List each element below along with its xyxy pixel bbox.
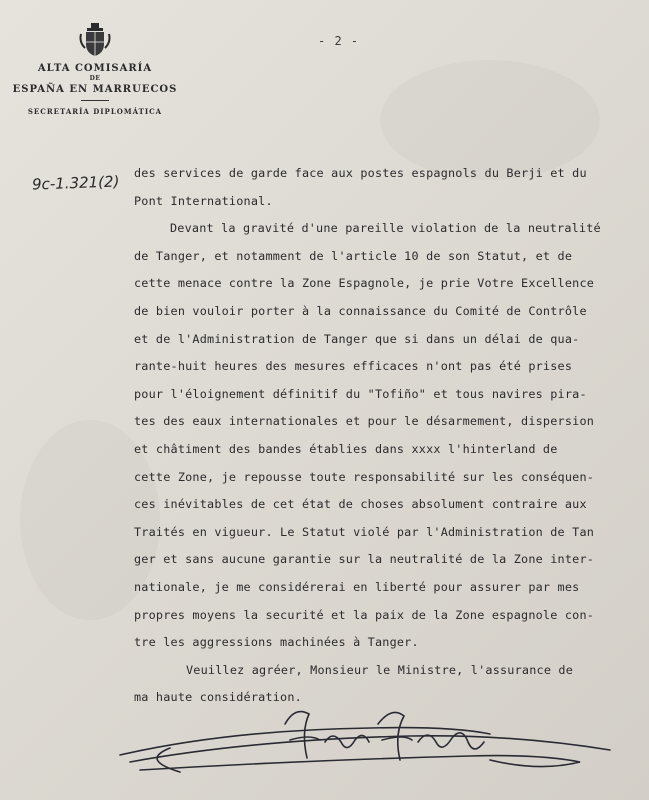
letterhead-line-1: ALTA COMISARÍA <box>37 63 153 74</box>
body-line: cette menace contre la Zone Espagnole, je prie Votre Excellence <box>134 276 595 291</box>
body-line: tre les aggressions machinées à Tanger. <box>134 635 419 650</box>
letter-body <box>134 160 644 712</box>
body-line: nationale, je me considérerai en liberté pour assurer par mes <box>134 579 580 594</box>
body-line: Veuillez agréer, Monsieur le Ministre, l'assurance de <box>186 662 574 677</box>
letterhead-line-2: DE <box>89 75 101 82</box>
body-line: tes des eaux internationales et pour le désarmement, dispersion <box>134 414 595 429</box>
handwritten-signature <box>110 700 630 790</box>
body-line: de Tanger, et notamment de l'article 10 de son Statut, et de <box>134 248 573 263</box>
body-line: rante-huit heures des mesures efficaces n'ont pas été prises <box>134 359 573 374</box>
letterhead-line-3: ESPAÑA EN MARRUECOS <box>12 84 178 95</box>
body-line: propres moyens la securité et la paix de la Zone espagnole con- <box>134 607 595 622</box>
body-line: Pont International. <box>134 193 273 208</box>
letterhead <box>0 22 190 116</box>
letterhead-divider <box>81 100 109 101</box>
body-line: ma haute considération. <box>134 690 302 705</box>
body-line: ger et sans aucune garantie sur la neutralité de la Zone inter- <box>134 552 595 567</box>
body-line: pour l'éloignement définitif du "Tofiño" et tous navires pira- <box>134 386 587 401</box>
body-line: et châtiment des bandes établies dans xxxx l'hinterland de <box>134 441 558 456</box>
body-line: Devant la gravité d'une pareille violation de la neutralité <box>170 221 601 236</box>
body-line: des services de garde face aux postes espagnols du Berji et du <box>134 166 587 180</box>
body-line: Traités en vigueur. Le Statut violé par l'Administration de Tan <box>134 524 595 539</box>
body-line: et de l'Administration de Tanger que si dans un délai de qua- <box>134 331 580 346</box>
page-number: - 2 - <box>318 34 360 48</box>
archive-reference: 9c-1.321(2) <box>31 172 120 194</box>
body-line: de bien vouloir porter à la connaissance du Comité de Contrôle <box>134 303 587 318</box>
body-line: cette Zone, je repousse toute responsabilité sur les conséquen- <box>134 469 595 484</box>
body-line: ces inévitables de cet état de choses absolument contraire aux <box>134 497 587 512</box>
coat-of-arms-icon <box>77 22 113 58</box>
letterhead-department: SECRETARÍA DIPLOMÁTICA <box>27 107 163 116</box>
